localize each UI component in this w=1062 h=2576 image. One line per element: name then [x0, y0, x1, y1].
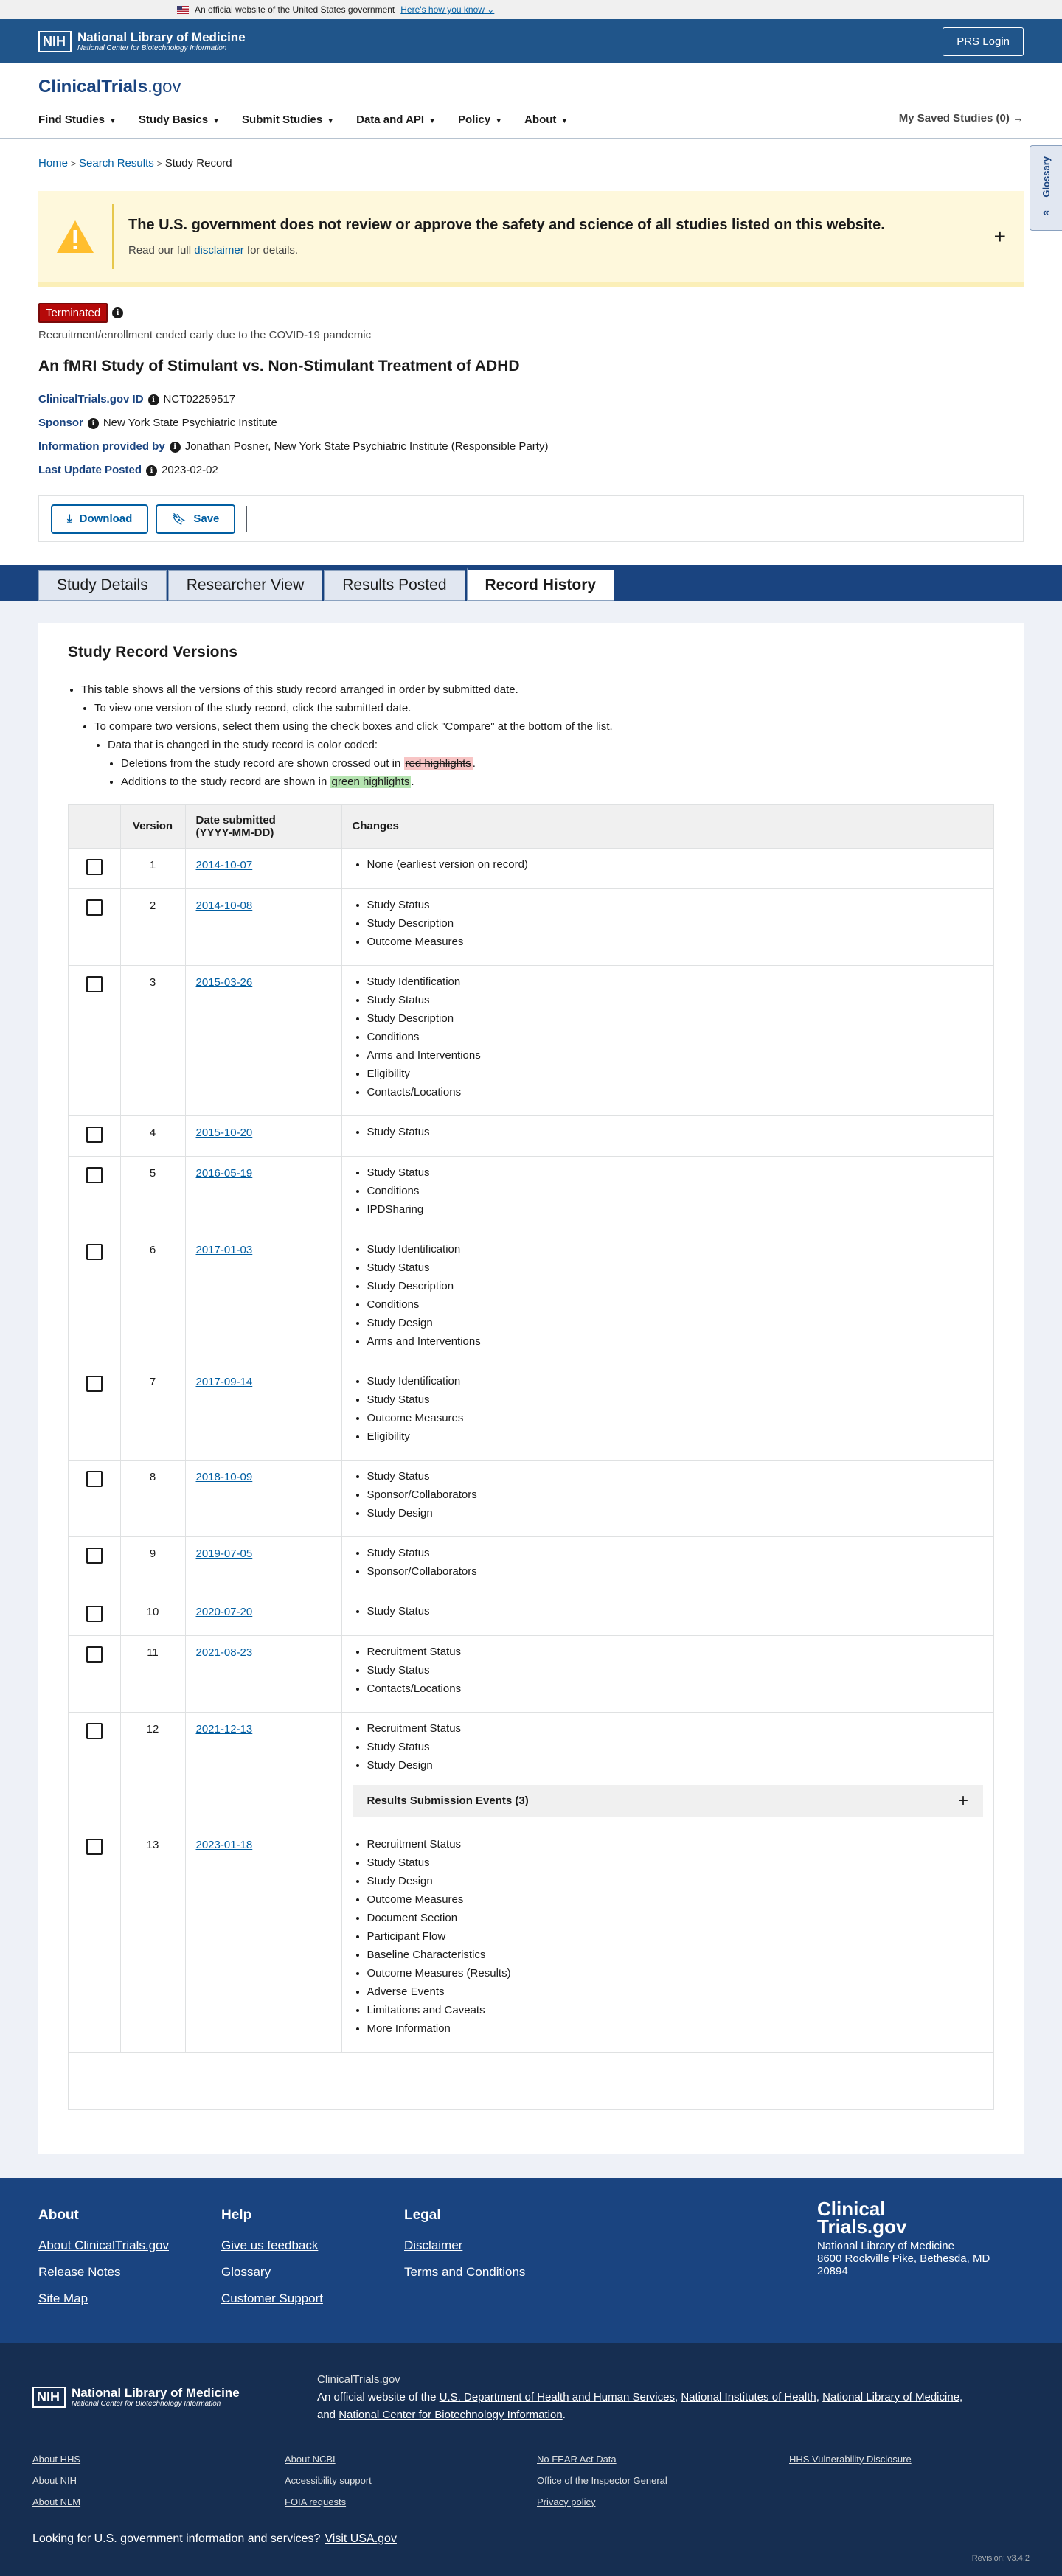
footer-heading: Legal: [404, 2207, 441, 2223]
download-button[interactable]: ⤓ Download: [51, 504, 148, 534]
sponsor-label: Sponsor: [38, 417, 83, 429]
compare-checkbox[interactable]: [86, 976, 103, 992]
table-row: [69, 848, 993, 888]
change-item: • Study Identification: [367, 976, 984, 988]
disclaimer-link[interactable]: disclaimer: [194, 244, 244, 257]
alert-text: Read our full disclaimer for details.: [128, 244, 299, 257]
main-nav: [38, 114, 1024, 126]
change-item: • Study Status: [367, 995, 984, 1006]
versions-table: [68, 804, 994, 2110]
site-footer: [0, 2178, 1062, 2343]
change-item: • Study Identification: [367, 1244, 984, 1256]
table-row: [69, 965, 993, 1115]
version-date-link[interactable]: 2018-10-09: [195, 1470, 253, 1483]
version-number: 11: [120, 1635, 185, 1712]
footer-link[interactable]: Terms and Conditions: [404, 2264, 526, 2279]
version-number: 7: [120, 1365, 185, 1460]
id-label: ClinicalTrials.gov ID: [38, 393, 144, 405]
footer-link[interactable]: Disclaimer: [404, 2238, 463, 2252]
nih-link[interactable]: National Institutes of Health: [681, 2390, 816, 2403]
nih-subtitle: National Center for Biotechnology Information: [77, 43, 227, 52]
chevron-down-icon: ▼: [495, 117, 503, 125]
table-row: [69, 1115, 993, 1156]
bookmark-icon: 🔖︎: [172, 512, 187, 526]
version-number: 9: [120, 1536, 185, 1595]
version-date-link[interactable]: 2023-01-18: [195, 1838, 253, 1851]
nav-study-basics[interactable]: Study Basics ▼: [138, 114, 221, 126]
version-number: 10: [120, 1595, 185, 1635]
change-item: • Study Design: [367, 1508, 984, 1520]
hhs-link[interactable]: U.S. Department of Health and Human Services: [439, 2390, 675, 2403]
version-date-link[interactable]: 2014-10-07: [195, 858, 253, 871]
info-icon[interactable]: i: [146, 465, 157, 476]
tab-record-history[interactable]: Record History: [467, 567, 615, 601]
change-item: • Recruitment Status: [367, 1646, 984, 1658]
nav-policy[interactable]: Policy ▼: [458, 114, 503, 126]
change-item: • Adverse Events: [367, 1986, 984, 1998]
section-title: Study Record Versions: [68, 644, 237, 661]
nih-footer-logo[interactable]: NIH National Library of Medicine National Center for Biotechnology Information: [32, 2371, 288, 2424]
change-item: • IPDSharing: [367, 1204, 984, 1216]
footer-heading: Help: [221, 2207, 252, 2223]
breadcrumb: Home > Search Results > Study Record: [38, 157, 232, 170]
change-item: • Outcome Measures: [367, 1894, 984, 1906]
change-item: • Study Description: [367, 1281, 984, 1292]
table-row: [69, 1365, 993, 1460]
footer-legal: [404, 2207, 587, 2321]
version-number: 2: [120, 888, 185, 965]
chevron-down-icon: ▼: [212, 117, 221, 125]
study-id: NCT02259517: [163, 393, 236, 405]
change-item: • Baseline Characteristics: [367, 1949, 984, 1961]
nih-title: National Library of Medicine: [77, 29, 246, 44]
version-number: 8: [120, 1460, 185, 1536]
version-date-link[interactable]: 2015-10-20: [195, 1126, 253, 1139]
saved-studies-link[interactable]: My Saved Studies (0) →: [898, 112, 1024, 125]
version-number: 6: [120, 1233, 185, 1365]
last-update-label: Last Update Posted: [38, 464, 142, 476]
chevron-down-icon: ▼: [327, 117, 335, 125]
change-item: • Participant Flow: [367, 1931, 984, 1943]
change-item: • Outcome Measures: [367, 1413, 984, 1424]
footer-link[interactable]: Site Map: [38, 2291, 88, 2305]
gov-banner-text: An official website of the United States government: [195, 4, 395, 15]
version-date-link[interactable]: 2017-09-14: [195, 1375, 253, 1388]
compare-checkbox[interactable]: [86, 859, 103, 875]
chevron-down-icon: ▼: [560, 117, 569, 125]
usa-gov: Looking for U.S. government information and services? Visit USA.gov: [32, 2532, 397, 2545]
change-item: • Sponsor/Collaborators: [367, 1489, 984, 1501]
change-item: • More Information: [367, 2023, 984, 2035]
col-date: Date submitted (YYYY-MM-DD): [185, 805, 341, 848]
tab-results-posted[interactable]: Results Posted: [324, 570, 465, 601]
change-item: • Arms and Interventions: [367, 1336, 984, 1348]
us-flag-icon: [177, 6, 189, 14]
table-row: [69, 1156, 993, 1233]
change-item: • Conditions: [367, 1299, 984, 1311]
version-date-link[interactable]: 2017-01-03: [195, 1243, 253, 1256]
change-item: • Recruitment Status: [367, 1723, 984, 1735]
change-item: • Study Status: [367, 1606, 984, 1618]
nih-bar: [0, 19, 1062, 63]
bottom-link[interactable]: Accessibility support: [285, 2474, 372, 2486]
glossary-tab[interactable]: [1030, 145, 1062, 231]
tab-researcher-view[interactable]: Researcher View: [168, 570, 323, 601]
col-changes: Changes: [341, 805, 993, 848]
nav-find-studies[interactable]: Find Studies ▼: [38, 114, 117, 126]
table-row: [69, 1635, 993, 1712]
compare-checkbox[interactable]: [86, 899, 103, 916]
version-number: 5: [120, 1156, 185, 1233]
nih-logo[interactable]: [38, 31, 246, 52]
change-item: • None (earliest version on record): [367, 859, 984, 871]
bottom-link[interactable]: Office of the Inspector General: [537, 2474, 667, 2486]
change-item: • Study Design: [367, 1317, 984, 1329]
arrow-right-icon: →: [1013, 112, 1024, 125]
info-icon[interactable]: i: [170, 442, 181, 453]
revision: Revision: v3.4.2: [971, 2553, 1030, 2563]
footer-heading: About: [38, 2207, 79, 2223]
change-item: • Study Description: [367, 1013, 984, 1025]
change-item: • Study Design: [367, 1760, 984, 1772]
heres-how-link[interactable]: Here's how you know ⌄: [400, 4, 495, 15]
version-date-link[interactable]: 2021-08-23: [195, 1646, 253, 1659]
change-item: • Outcome Measures (Results): [367, 1968, 984, 1980]
gov-banner: [0, 0, 1062, 19]
table-row: [69, 1595, 993, 1635]
table-row: [69, 888, 993, 965]
change-item: • Sponsor/Collaborators: [367, 1566, 984, 1578]
change-item: • Study Design: [367, 1876, 984, 1887]
compare-checkbox[interactable]: [86, 1548, 103, 1564]
change-item: • Study Status: [367, 899, 984, 911]
warning-icon: [38, 219, 112, 254]
change-item: • Study Description: [367, 918, 984, 930]
footer-link[interactable]: Customer Support: [221, 2291, 323, 2305]
compare-checkbox[interactable]: [86, 1244, 103, 1260]
change-item: • Study Identification: [367, 1376, 984, 1388]
content-area: [0, 601, 1062, 2178]
study-meta: [38, 393, 1024, 476]
footer-logo[interactable]: Clinical Trials.gov: [817, 2197, 907, 2238]
prs-login-button[interactable]: PRS Login: [943, 27, 1024, 56]
footer-address: Clinical Trials.gov National Library of Medicine 8600 Rockville Pike, Bethesda, MD 20894: [817, 2197, 990, 2277]
bottom-link[interactable]: About NLM: [32, 2496, 81, 2507]
version-date-link[interactable]: 2016-05-19: [195, 1166, 253, 1180]
note: • To compare two versions, select them using the check boxes and click "Compare" at the bottom of the list.: [94, 720, 994, 733]
download-icon: ⤓: [67, 512, 72, 525]
change-item: • Arms and Interventions: [367, 1050, 984, 1062]
change-item: • Document Section: [367, 1912, 984, 1924]
version-number: 13: [120, 1828, 185, 2052]
expand-plus-icon: +: [957, 1790, 968, 1811]
table-row: [69, 1536, 993, 1595]
bottom-footer: [0, 2343, 1062, 2576]
footer-link[interactable]: About ClinicalTrials.gov: [38, 2238, 169, 2252]
version-number: 1: [120, 848, 185, 888]
change-item: • Study Status: [367, 1857, 984, 1869]
footer-link[interactable]: Give us feedback: [221, 2238, 319, 2252]
bottom-link[interactable]: No FEAR Act Data: [537, 2453, 617, 2465]
deletions-note: • Deletions from the study record are shown crossed out in red highlights .: [121, 757, 994, 770]
breadcrumb-home[interactable]: Home: [38, 157, 69, 170]
info-icon[interactable]: i: [88, 418, 99, 429]
nav-about[interactable]: About ▼: [524, 114, 569, 126]
version-date-link[interactable]: 2020-07-20: [195, 1605, 253, 1618]
change-item: • Contacts/Locations: [367, 1087, 984, 1099]
note: • To view one version of the study record, click the submitted date.: [94, 702, 994, 714]
info-icon[interactable]: i: [112, 307, 123, 318]
nav-submit-studies[interactable]: Submit Studies ▼: [242, 114, 335, 126]
compare-checkbox[interactable]: [86, 1839, 103, 1855]
note: • This table shows all the versions of this study record arranged in order by submitted date.: [81, 683, 994, 696]
note: • Data that is changed in the study record is color coded:: [108, 739, 994, 751]
change-item: • Study Status: [367, 1665, 984, 1677]
save-button[interactable]: 🔖︎ Save: [156, 504, 235, 534]
breadcrumb-current: Study Record: [164, 157, 232, 170]
version-number: 4: [120, 1115, 185, 1156]
version-date-link[interactable]: 2019-07-05: [195, 1547, 253, 1560]
last-update-value: 2023-02-02: [162, 464, 218, 476]
change-item: • Study Status: [367, 1471, 984, 1483]
results-submission-events[interactable]: Results Submission Events (3) +: [353, 1785, 984, 1817]
change-item: • Recruitment Status: [367, 1839, 984, 1851]
change-item: • Eligibility: [367, 1431, 984, 1443]
table-row: [69, 1712, 993, 1828]
bottom-link[interactable]: About NCBI: [285, 2453, 336, 2465]
change-item: • Study Status: [367, 1167, 984, 1179]
bottom-link[interactable]: FOIA requests: [285, 2496, 347, 2507]
breadcrumb-search-results[interactable]: Search Results: [79, 157, 154, 170]
compare-checkbox[interactable]: [86, 1127, 103, 1143]
status-note: Recruitment/enrollment ended early due to the COVID-19 pandemic: [38, 329, 372, 341]
nih-logo-icon: NIH: [32, 2387, 66, 2408]
compare-checkbox[interactable]: [86, 1646, 103, 1663]
glossary-label: Glossary: [1041, 156, 1052, 198]
footer-help: [221, 2207, 404, 2321]
change-item: • Contacts/Locations: [367, 1683, 984, 1695]
version-date-link[interactable]: 2015-03-26: [195, 975, 253, 989]
table-row: [69, 1828, 993, 2052]
footer-link[interactable]: Glossary: [221, 2264, 271, 2279]
additions-note: • Additions to the study record are shown in green highlights .: [121, 776, 994, 788]
table-row: [69, 1460, 993, 1536]
compare-checkbox[interactable]: [86, 1167, 103, 1183]
alert-title: The U.S. government does not review or approve the safety and science of all studies listed on this website.: [128, 217, 885, 233]
change-item: • Outcome Measures: [367, 936, 984, 948]
nav-data-api[interactable]: Data and API ▼: [356, 114, 436, 126]
info-icon[interactable]: i: [148, 394, 159, 405]
footer-about: [38, 2207, 221, 2321]
info-provided-value: Jonathan Posner, New York State Psychiatric Institute (Responsible Party): [184, 440, 549, 453]
version-number: 12: [120, 1712, 185, 1828]
nlm-link[interactable]: National Library of Medicine: [822, 2390, 960, 2403]
version-date-link[interactable]: 2014-10-08: [195, 899, 253, 912]
change-item: • Study Status: [367, 1262, 984, 1274]
compare-checkbox[interactable]: [86, 1723, 103, 1739]
ncbi-link[interactable]: National Center for Biotechnology Information: [339, 2408, 563, 2421]
bottom-links: [32, 2454, 1030, 2507]
action-bar: [38, 495, 1024, 542]
bottom-link[interactable]: About NIH: [32, 2474, 77, 2486]
compare-checkbox[interactable]: [86, 1471, 103, 1487]
footer-link[interactable]: Release Notes: [38, 2264, 121, 2279]
change-item: • Eligibility: [367, 1068, 984, 1080]
table-row: [69, 1233, 993, 1365]
versions-card: [38, 623, 1024, 2154]
bottom-link[interactable]: HHS Vulnerability Disclosure: [789, 2453, 912, 2465]
study-tabs: [0, 565, 1062, 601]
ct-logo[interactable]: ClinicalTrials.gov: [38, 77, 181, 97]
footer-blurb: ClinicalTrials.gov An official website of the U.S. Department of Health and Human Services, National Institutes of Health, National Library of Medicine, and National Center for Biotechnology Information.: [317, 2373, 963, 2421]
notes-list: [68, 683, 994, 788]
change-item: • Study Status: [367, 1741, 984, 1753]
site-header: [0, 63, 1062, 139]
version-number: 3: [120, 965, 185, 1115]
change-item: • Conditions: [367, 1031, 984, 1043]
col-version: Version: [120, 805, 185, 848]
sponsor-value: New York State Psychiatric Institute: [103, 417, 277, 429]
chevron-down-icon: ▼: [109, 117, 117, 125]
nih-logo-icon: NIH: [38, 31, 72, 52]
change-item: • Study Status: [367, 1127, 984, 1138]
usa-gov-link[interactable]: Visit USA.gov: [324, 2532, 397, 2545]
info-provided-label: Information provided by: [38, 440, 165, 453]
status-badge: Terminated: [38, 303, 108, 323]
tab-study-details[interactable]: Study Details: [38, 570, 167, 601]
compare-checkbox[interactable]: [86, 1606, 103, 1622]
expand-plus-icon[interactable]: +: [993, 225, 1006, 248]
study-title: An fMRI Study of Stimulant vs. Non-Stimulant Treatment of ADHD: [38, 358, 520, 375]
disclaimer-alert: [38, 191, 1024, 287]
bottom-link[interactable]: About HHS: [32, 2453, 81, 2465]
double-chevron-left-icon: «: [1043, 206, 1049, 219]
chevron-down-icon: ▼: [428, 117, 436, 125]
compare-checkbox[interactable]: [86, 1376, 103, 1392]
change-item: • Study Status: [367, 1394, 984, 1406]
study-header: [0, 303, 1062, 476]
change-item: • Conditions: [367, 1186, 984, 1197]
version-date-link[interactable]: 2021-12-13: [195, 1722, 253, 1736]
change-item: • Study Status: [367, 1548, 984, 1559]
change-item: • Limitations and Caveats: [367, 2005, 984, 2016]
bottom-link[interactable]: Privacy policy: [537, 2496, 596, 2507]
